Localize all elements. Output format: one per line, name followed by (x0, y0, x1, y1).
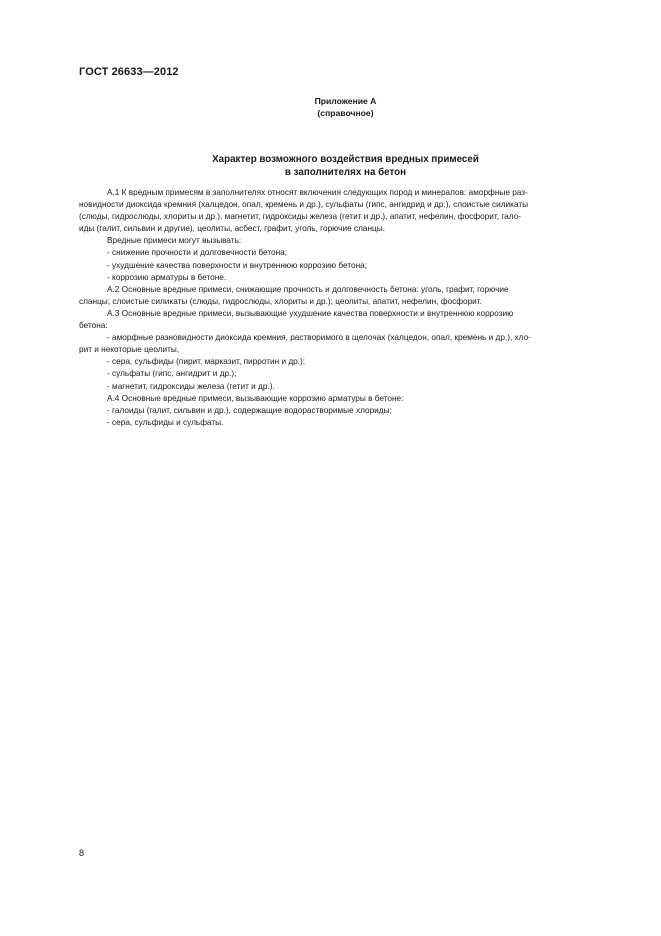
appendix-heading (0, 95, 661, 119)
effects-intro: Вредные примеси могут вызывать: (107, 236, 242, 246)
appendix-label: Приложение А (314, 96, 377, 106)
list-item: - сульфаты (гипс, ангидрит и др.); (107, 369, 237, 379)
clause-a1-line: А.1 К вредным примесям в заполнителях относят включения следующих пород и минералов: аморфные раз- (107, 188, 528, 197)
clause-a4-line: А.4 Основные вредные примеси, вызывающие коррозию арматуры в бетоне: (107, 393, 404, 403)
list-item: - галоиды (галит, сильвин и др.), содержащие водорастворимые хлориды; (107, 405, 392, 415)
appendix-title (0, 153, 661, 179)
list-item: - аморфные разновидности диоксида кремния, растворимого в щелочах (халцедон, опал, кремень и др.), хло- (107, 333, 531, 343)
clause-a3-line: А.3 Основные вредные примеси, вызывающие ухудшение качества поверхности и внутреннюю коррозию (107, 308, 514, 318)
appendix-note: (справочное) (317, 108, 374, 118)
list-item: - коррозию арматуры в бетоне. (107, 272, 227, 282)
list-item: - магнетит, гидроксиды железа (гетит и др.). (107, 381, 275, 391)
title-line-1: Характер возможного воздействия вредных примесей (212, 154, 479, 165)
clause-a1-line: иды (галит, сильвин и другие), цеолиты, асбест, графит, уголь, горючие сланцы. (79, 224, 385, 234)
clause-a3-line: бетона: (79, 321, 108, 331)
list-item: - сера, сульфиды (пирит, марказит, пирротин и др.); (107, 357, 306, 367)
clause-a1-line: (слюды, гидрослюды, хлориты и др.), магнетит, гидроксиды железа (гетит и др.), апатит, нефелин, фосфорит, гало- (79, 212, 521, 222)
clause-a2-line: А.2 Основные вредные примеси, снижающие прочность и долговечность бетона: уголь, графит, горючие (107, 284, 509, 294)
list-item: - сера, сульфиды и сульфаты. (107, 417, 224, 427)
clause-a2-line: сланцы; слоистые силикаты (слюды, гидрослюды, хлориты и др.); цеолиты, апатит, нефелин, фосфорит. (79, 296, 482, 306)
list-item: - снижение прочности и долговечности бетона; (107, 248, 288, 258)
clause-a1-line: новидности диоксида кремния (халцедон, опал, кремень и др.), сульфаты (гипс, ангидрид и др.), слоистые силикаты (79, 200, 529, 210)
list-item: рит и некоторые цеолиты, (79, 345, 180, 355)
body-text (79, 187, 614, 429)
document-code: ГОСТ 26633—2012 (79, 66, 179, 78)
title-line-2: в заполнителях на бетон (284, 167, 407, 178)
list-item: - ухудшение качества поверхности и внутреннюю коррозию бетона; (107, 260, 368, 270)
page-number: 8 (79, 848, 85, 858)
